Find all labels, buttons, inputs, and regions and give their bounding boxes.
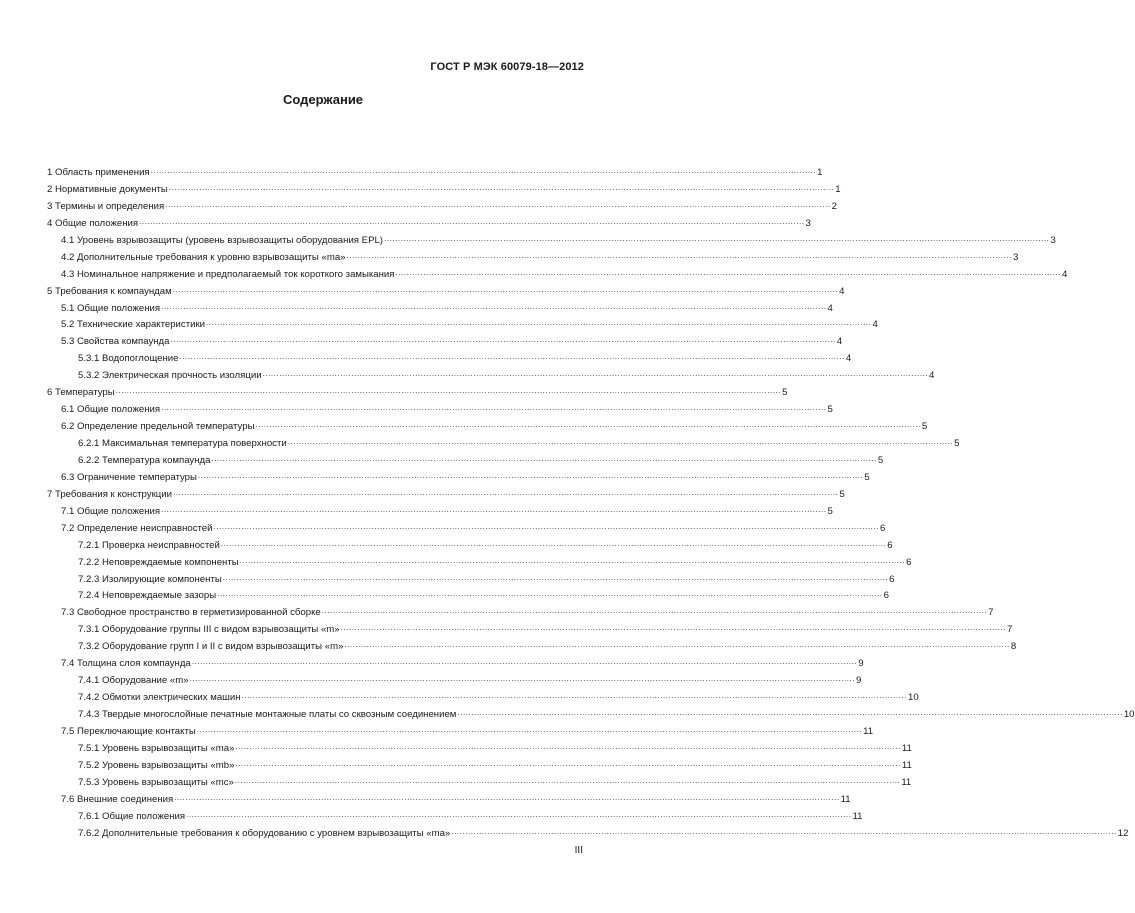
toc-entry-page: 11 bbox=[901, 742, 912, 754]
toc-entry-label: 6.1 Общие положения bbox=[61, 404, 161, 416]
toc-entry-page: 3 bbox=[1012, 251, 1019, 263]
toc-dot-leader bbox=[235, 773, 900, 790]
toc-entry-page: 11 bbox=[852, 810, 863, 822]
toc-dot-leader bbox=[116, 383, 781, 400]
toc-entry-label: 7.4.1 Оборудование «m» bbox=[78, 675, 189, 687]
toc-dot-leader bbox=[139, 214, 804, 231]
page-title: Содержание bbox=[282, 92, 364, 107]
toc-dot-leader bbox=[457, 705, 1122, 722]
toc-dot-leader bbox=[235, 756, 900, 773]
toc-dot-leader bbox=[384, 231, 1049, 248]
toc-entry-page: 4 bbox=[827, 302, 833, 314]
toc-entry-page: 5 bbox=[827, 404, 833, 416]
toc-entry-page: 5 bbox=[921, 421, 928, 433]
toc-dot-leader bbox=[169, 180, 834, 197]
toc-dot-leader bbox=[170, 332, 835, 349]
toc-dot-leader bbox=[197, 722, 862, 739]
toc-entry-label: 6.3 Ограничение температуры bbox=[61, 471, 197, 483]
toc-entry-page: 1 bbox=[835, 183, 841, 195]
toc-entry-page: 6 bbox=[906, 556, 912, 568]
toc-entry-label: 7.4 Толщина слоя компаунда bbox=[61, 658, 191, 670]
toc-entry-page: 11 bbox=[840, 793, 851, 805]
toc-entry-label: 1 Область применения bbox=[47, 167, 150, 178]
toc-entry-page: 10 bbox=[1123, 709, 1135, 720]
toc-entry-page: 4 bbox=[836, 336, 843, 348]
toc-entry-page: 6 bbox=[879, 522, 886, 534]
toc-dot-leader bbox=[173, 485, 838, 502]
toc-entry-label: 7.3 Свободное пространство в герметизированной сборке bbox=[61, 607, 321, 619]
toc-dot-leader bbox=[165, 197, 830, 214]
toc-entry-label: 7.5.2 Уровень взрывозащиты «mb» bbox=[78, 759, 235, 771]
toc-entry-label: 4 Общие положения bbox=[47, 217, 139, 229]
toc-entry-label: 5.3.2 Электрическая прочность изоляции bbox=[78, 370, 262, 382]
toc-entry-page: 5 bbox=[954, 438, 960, 449]
toc-entry-label: 6 Температуры bbox=[47, 387, 115, 399]
toc-entry-label: 7.6.1 Общие положения bbox=[78, 810, 186, 822]
toc-dot-leader bbox=[211, 451, 876, 468]
toc-entry-label: 4.3 Номинальное напряжение и предполагаемый ток короткого замыкания bbox=[61, 268, 395, 280]
page-number: III bbox=[574, 845, 583, 856]
toc-dot-leader bbox=[240, 553, 905, 570]
toc-entry-label: 5 Требования к компаундам bbox=[47, 285, 172, 297]
toc-entry-label: 7 Требования к конструкции bbox=[47, 488, 172, 500]
toc-entry-label: 2 Нормативные документы bbox=[47, 183, 168, 195]
toc-entry-page: 4 bbox=[872, 319, 878, 331]
toc-entry-page: 4 bbox=[845, 353, 852, 365]
toc-entry-page: 4 bbox=[839, 285, 845, 297]
toc-entry-page: 5 bbox=[782, 387, 788, 399]
toc-entry-page: 5 bbox=[827, 505, 833, 517]
toc-entry-label: 4.2 Дополнительные требования к уровню взрывозащиты «ma» bbox=[61, 251, 346, 263]
toc-entry-label: 3 Термины и определения bbox=[47, 200, 165, 212]
toc-dot-leader bbox=[322, 603, 987, 620]
toc-entry-page: 6 bbox=[887, 539, 893, 551]
toc-dot-leader bbox=[190, 671, 855, 688]
toc-entry-label: 7.4.2 Обмотки электрических машин bbox=[78, 692, 241, 704]
toc-entry-label: 7.6 Внешние соединения bbox=[61, 793, 174, 805]
toc-dot-leader bbox=[206, 315, 871, 332]
toc-entry-label: 7.5.3 Уровень взрывозащиты «mc» bbox=[78, 776, 234, 788]
toc-dot-leader bbox=[288, 434, 953, 451]
toc-entry-page: 9 bbox=[856, 675, 862, 687]
toc-entry-page: 1 bbox=[817, 167, 823, 178]
toc-entry-page: 11 bbox=[863, 725, 874, 737]
toc-entry-page: 3 bbox=[1050, 234, 1056, 246]
toc-entry-label: 7.5.1 Уровень взрывозащиты «ma» bbox=[78, 742, 235, 754]
toc-entry-page: 12 bbox=[1117, 827, 1129, 839]
toc-entry-label: 7.2.4 Неповреждаемые зазоры bbox=[78, 590, 217, 602]
toc-dot-leader bbox=[174, 790, 839, 807]
toc-entry-label: 6.2 Определение предельной температуры bbox=[61, 421, 255, 433]
toc-entry-label: 7.6.2 Дополнительные требования к оборудованию с уровнем взрывозащиты «ma» bbox=[78, 827, 451, 839]
table-of-contents bbox=[47, 165, 1135, 843]
toc-entry-page: 2 bbox=[831, 200, 838, 212]
toc-dot-leader bbox=[173, 282, 838, 299]
toc-dot-leader bbox=[344, 637, 1009, 654]
toc-entry-label: 7.2 Определение неисправностей bbox=[61, 522, 213, 534]
toc-entry-label: 5.3.1 Водопоглощение bbox=[78, 353, 179, 365]
toc-entry-page: 7 bbox=[1007, 624, 1013, 636]
toc-entry-label: 7.2.2 Неповреждаемые компоненты bbox=[78, 556, 239, 568]
toc-entry-label: 5.2 Технические характеристики bbox=[61, 319, 206, 331]
toc-dot-leader bbox=[396, 265, 1061, 282]
toc-dot-leader bbox=[255, 417, 920, 434]
toc-dot-leader bbox=[223, 570, 888, 587]
toc-dot-leader bbox=[151, 163, 816, 180]
toc-entry-page: 6 bbox=[889, 573, 895, 585]
toc-entry-label: 7.3.1 Оборудование группы III с видом взрывозащиты «m» bbox=[78, 624, 340, 636]
toc-entry-page: 8 bbox=[1010, 641, 1017, 653]
toc-dot-leader bbox=[161, 299, 826, 316]
toc-entry-page: 11 bbox=[901, 759, 912, 771]
toc-dot-leader bbox=[242, 688, 907, 705]
toc-entry[interactable] bbox=[47, 826, 1129, 843]
toc-entry-label: 7.2.3 Изолирующие компоненты bbox=[78, 573, 222, 585]
toc-dot-leader bbox=[198, 468, 863, 485]
toc-dot-leader bbox=[192, 654, 857, 671]
toc-dot-leader bbox=[161, 502, 826, 519]
toc-dot-leader bbox=[451, 824, 1116, 841]
toc-entry-label: 7.3.2 Оборудование групп I и II с видом взрывозащиты «m» bbox=[78, 641, 344, 653]
toc-dot-leader bbox=[217, 586, 882, 603]
standard-designation: ГОСТ Р МЭК 60079-18—2012 bbox=[430, 61, 584, 73]
toc-dot-leader bbox=[186, 807, 851, 824]
toc-entry-page: 5 bbox=[864, 471, 870, 483]
toc-entry-label: 5.1 Общие положения bbox=[61, 302, 161, 314]
toc-dot-leader bbox=[161, 400, 826, 417]
toc-dot-leader bbox=[347, 248, 1012, 265]
toc-entry-page: 3 bbox=[805, 217, 811, 229]
toc-entry-page: 6 bbox=[883, 590, 889, 602]
toc-entry-page: 4 bbox=[929, 370, 935, 382]
toc-dot-leader bbox=[235, 739, 900, 756]
toc-entry-page: 11 bbox=[901, 776, 912, 788]
toc-entry-label: 7.4.3 Твердые многослойные печатные монтажные платы со сквозным соединением bbox=[78, 709, 457, 720]
toc-entry-label: 6.2.1 Максимальная температура поверхности bbox=[78, 438, 287, 449]
toc-entry-label: 7.1 Общие положения bbox=[61, 505, 161, 517]
toc-dot-leader bbox=[214, 519, 879, 536]
toc-entry-label: 4.1 Уровень взрывозащиты (уровень взрывозащиты оборудования EPL) bbox=[61, 234, 383, 246]
toc-dot-leader bbox=[179, 349, 844, 366]
toc-entry-page: 7 bbox=[988, 607, 994, 619]
toc-entry-label: 6.2.2 Температура компаунда bbox=[78, 454, 211, 466]
toc-dot-leader bbox=[341, 620, 1006, 637]
toc-dot-leader bbox=[221, 536, 886, 553]
toc-entry-page: 9 bbox=[858, 658, 864, 670]
toc-entry-label: 7.5 Переключающие контакты bbox=[61, 725, 196, 737]
toc-entry-page: 5 bbox=[877, 454, 884, 466]
toc-entry-label: 7.2.1 Проверка неисправностей bbox=[78, 539, 220, 551]
toc-entry-page: 10 bbox=[907, 692, 919, 704]
toc-entry-page: 4 bbox=[1061, 268, 1068, 280]
toc-entry-page: 5 bbox=[839, 488, 845, 500]
toc-dot-leader bbox=[263, 366, 928, 383]
toc-entry-label: 5.3 Свойства компаунда bbox=[61, 336, 170, 348]
